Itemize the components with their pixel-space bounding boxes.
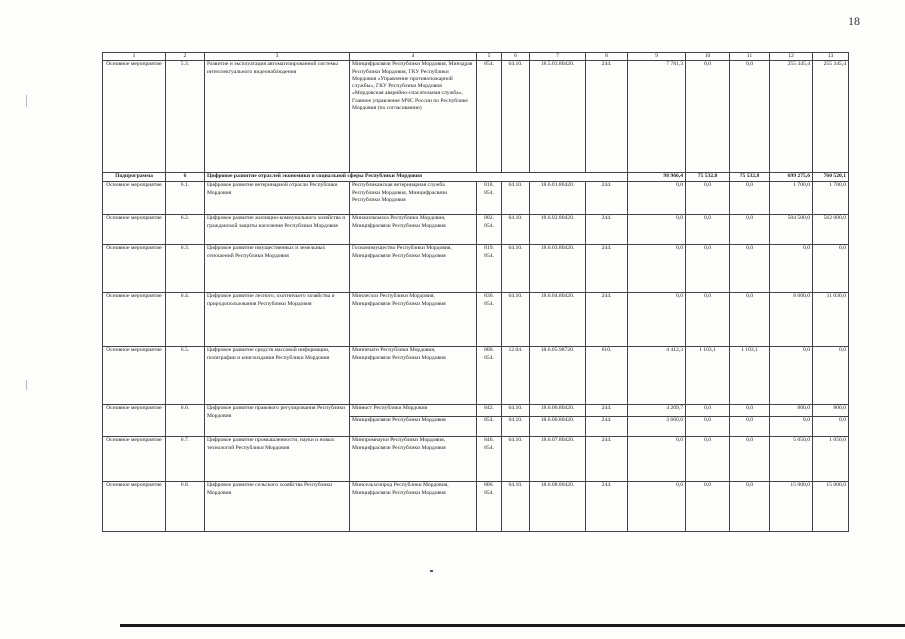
row-executor: Минпромнауки Республики Мордовия, Минцифрасвязи Республики Мордовия [350,437,477,482]
scan-dot [430,570,433,572]
cell-c5: 846. 854. [477,437,502,482]
cell-c10: 0,0 [686,437,730,482]
cell-c12: 0,0 [770,245,813,293]
cell-c12: 800,0 [770,405,813,417]
column-header: 12 [770,53,813,61]
column-header: 3 [205,53,350,61]
cell-c5: 836. 854. [477,293,502,347]
cell-c8: 610. [586,347,628,405]
subprogram-c11: 75 532,8 [730,173,770,182]
cell-c9: 4 209,7 [628,405,686,417]
subprogram-c10: 75 532,8 [686,173,730,182]
header-row [103,53,849,61]
cell-c12: 8 600,0 [770,293,813,347]
cell-c12: 0,0 [770,417,813,437]
page-number: 18 [848,14,860,28]
column-header: 5 [477,53,502,61]
cell-c13: 1 700,0 [813,182,849,215]
column-header: 6 [502,53,530,61]
cell-c6: 12.04. [502,347,530,405]
row-type: Основное мероприятие [103,215,166,245]
cell-c9: 0,0 [628,245,686,293]
cell-c7: 18.6.08.80420. [530,482,586,532]
cell-c11: 0,0 [730,293,770,347]
column-header: 1 [103,53,166,61]
row-executor: Госкомимущество Республики Мордовия, Минцифрасвязи Республики Мордовия [350,245,477,293]
cell-c10: 0,0 [686,482,730,532]
row-number: 6.6. [166,405,205,437]
cell-c9: 0,0 [628,482,686,532]
column-header: 4 [350,53,477,61]
row-name: Цифровое развитие промышленности, науки и новых технологий Республики Мордовия [205,437,350,482]
cell-c5: 802. 854. [477,215,502,245]
cell-c5: 854. [477,61,502,173]
cell-c8: 244. [586,417,628,437]
cell-c13: 11 030,0 [813,293,849,347]
cell-c6: 04.10. [502,293,530,347]
cell-c11: 1 103,1 [730,347,770,405]
subprogram-c9: 98 966,4 [628,173,686,182]
cell-c12: 5 050,0 [770,437,813,482]
cell-c10: 0,0 [686,417,730,437]
cell-c9: 0,0 [628,182,686,215]
cell-c5: 818. 854. [477,182,502,215]
cell-c10: 0,0 [686,182,730,215]
row-number: 6.3. [166,245,205,293]
row-type: Основное мероприятие [103,405,166,437]
row-type: Основное мероприятие [103,182,166,215]
cell-c13: 562 000,0 [813,215,849,245]
cell-c9: 0,0 [628,293,686,347]
table-row [103,405,849,417]
cell-c13: 0,0 [813,417,849,437]
cell-c10: 0,0 [686,215,730,245]
cell-c12: 15 000,0 [770,482,813,532]
cell-c13: 800,0 [813,405,849,417]
cell-c9: 3 660,0 [628,417,686,437]
cell-c8: 244. [586,182,628,215]
column-header: 7 [530,53,586,61]
column-header: 10 [686,53,730,61]
row-number: 6.7. [166,437,205,482]
row-type: Основное мероприятие [103,245,166,293]
row-name: Цифровое развитие имущественных и земельных отношений Республики Мордовия [205,245,350,293]
table-row [103,347,849,405]
cell-c8: 244. [586,293,628,347]
subprogram-row [103,173,849,182]
cell-c5: 806. 854. [477,482,502,532]
cell-c8: 244. [586,437,628,482]
row-executor: Минпечати Республики Мордовия, Минцифрасвязи Республики Мордовия [350,347,477,405]
cell-c12: 1 700,0 [770,182,813,215]
cell-c7: 18.6.05.98720. [530,347,586,405]
cell-c9: 7 781,3 [628,61,686,173]
cell-c9: 4 412,3 [628,347,686,405]
cell-c13: 0,0 [813,245,849,293]
cell-c10: 1 103,1 [686,347,730,405]
subprogram-c13: 760 520,1 [813,173,849,182]
scan-edge-bar [120,624,905,627]
cell-c11: 0,0 [730,215,770,245]
row-name: Развитие и эксплуатация автоматизированной системы интеллектуального видеонаблюдения [205,61,350,173]
cell-c11: 0,0 [730,61,770,173]
row-type: Основное мероприятие [103,293,166,347]
cell-c7: 18.6.04.80420. [530,293,586,347]
cell-c8: 244. [586,482,628,532]
cell-c6: 04.10. [502,437,530,482]
row-executor: Республиканская ветеринарная служба Республики Мордовия, Минцифрасвязи Республики Мордовия [350,182,477,215]
column-header: 9 [628,53,686,61]
cell-c8: 244. [586,61,628,173]
cell-c7: 18.6.03.80420. [530,245,586,293]
subprogram-c12: 699 275,6 [770,173,813,182]
subprogram-number: 6 [166,173,205,182]
table-row [103,245,849,293]
cell-c7: 18.6.06.80420. [530,417,586,437]
row-executor: Минюст Республики Мордовия [350,405,477,417]
row-type: Основное мероприятие [103,482,166,532]
row-type: Основное мероприятие [103,437,166,482]
row-number: 6.1. [166,182,205,215]
cell-c12: 255 345,4 [770,61,813,173]
row-name: Цифровое развитие правового регулирования Республики Мордовия [205,405,350,437]
cell-c6: 04.10. [502,182,530,215]
cell-c7: 18.5.03.80420. [530,61,586,173]
cell-c9: 0,0 [628,215,686,245]
cell-c11: 0,0 [730,245,770,293]
row-number: 6.2. [166,215,205,245]
program-table [102,52,849,532]
row-number: 6.4. [166,293,205,347]
cell-c7: 18.6.07.80420. [530,437,586,482]
cell-c5: 842. [477,405,502,417]
row-executor: Минлесхоз Республики Мордовия, Минцифрасвязи Республики Мордовия [350,293,477,347]
table-row [103,482,849,532]
cell-c8: 244. [586,245,628,293]
row-name: Цифровое развитие лесного, охотничьего хозяйства и природопользования Республики Мордовия [205,293,350,347]
cell-c10: 0,0 [686,293,730,347]
cell-c10: 0,0 [686,245,730,293]
table-row [103,182,849,215]
row-name: Цифровое развитие сельского хозяйства Республики Мордовия [205,482,350,532]
column-header: 2 [166,53,205,61]
subprogram-type: Подпрограмма [103,173,166,182]
column-header: 11 [730,53,770,61]
cell-c7: 18.6.06.80420. [530,405,586,417]
row-executor: Минжилкомхоз Республики Мордовия, Минцифрасвязи Республики Мордовия [350,215,477,245]
cell-c5: 854. [477,417,502,437]
cell-c6: 04.10. [502,405,530,417]
cell-c12: 0,0 [770,347,813,405]
cell-c7: 18.6.02.80420. [530,215,586,245]
table-row [103,293,849,347]
cell-c8: 244. [586,405,628,417]
row-executor: Минсельхозпрод Республики Мордовия, Минцифрасвязи Республики Мордовия [350,482,477,532]
row-number: 5.3. [166,61,205,173]
row-executor: Минцифрасвязи Республики Мордовия [350,417,477,437]
cell-c6: 04.10. [502,482,530,532]
row-number: 6.5. [166,347,205,405]
cell-c11: 0,0 [730,182,770,215]
cell-c6: 04.10. [502,245,530,293]
cell-c7: 18.6.01.80420. [530,182,586,215]
row-type: Основное мероприятие [103,347,166,405]
cell-c6: 04.10. [502,215,530,245]
table-row [103,61,849,173]
row-type: Основное мероприятие [103,61,166,173]
row-executor: Минцифрасвязи Республики Мордовия, Минздрав Республики Мордовия, ГКУ Республики Мордовия «Управление противопожарной службы», ГКУ Республики Мордовия «Мордовская аварийно-спасательная служба», Главное управление МЧС России по Республике Мордовия (по согласованию) [350,61,477,173]
cell-c13: 0,0 [813,347,849,405]
row-number: 6.8. [166,482,205,532]
cell-c8: 244. [586,215,628,245]
cell-c5: 800. 854. [477,347,502,405]
cell-c11: 0,0 [730,405,770,417]
cell-c6: 04.10. [502,417,530,437]
cell-c10: 0,0 [686,405,730,417]
column-header: 8 [586,53,628,61]
row-name: Цифровое развитие жилищно-коммунального хозяйства и гражданской защиты населения Республики Мордовия [205,215,350,245]
cell-c9: 0,0 [628,437,686,482]
cell-c12: 504 500,0 [770,215,813,245]
column-header: 13 [813,53,849,61]
table-row [103,215,849,245]
cell-c11: 0,0 [730,482,770,532]
cell-c10: 0,0 [686,61,730,173]
table-row [103,437,849,482]
cell-c13: 255 345,4 [813,61,849,173]
scan-mark [26,95,27,107]
subprogram-name: Цифровое развитие отраслей экономики и социальной сферы Республики Мордовия [205,173,628,182]
row-name: Цифровое развитие ветеринарной отрасли Республики Мордовия [205,182,350,215]
cell-c6: 04.10. [502,61,530,173]
scan-mark [26,380,27,390]
cell-c11: 0,0 [730,417,770,437]
cell-c13: 1 050,0 [813,437,849,482]
cell-c11: 0,0 [730,437,770,482]
cell-c5: 819. 854. [477,245,502,293]
row-name: Цифровое развитие средств массовой информации, полиграфии и книгоиздания Республики Мордовия [205,347,350,405]
cell-c13: 15 000,0 [813,482,849,532]
